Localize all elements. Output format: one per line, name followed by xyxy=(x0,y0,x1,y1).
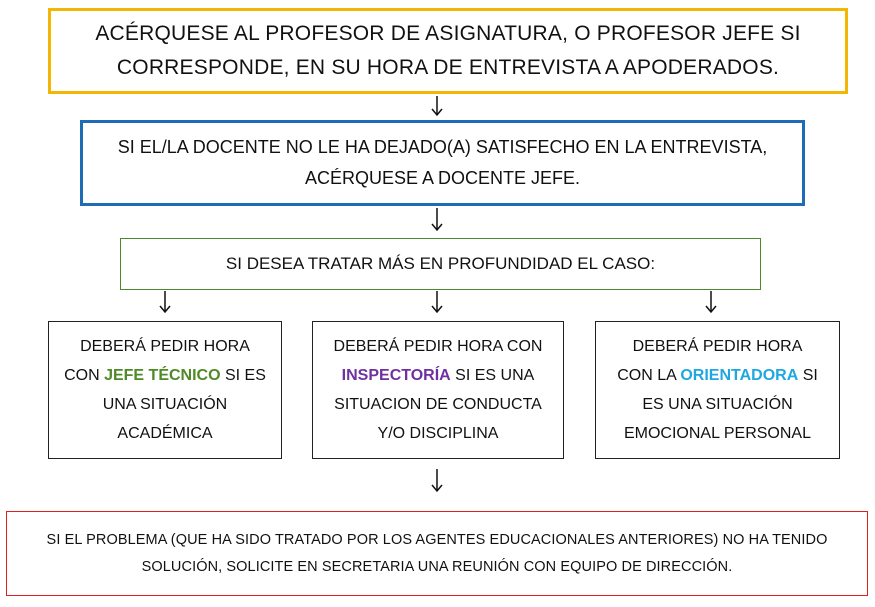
academic-prefix: CON xyxy=(64,367,105,384)
step-2-line-1: SI EL/LA DOCENTE NO LE HA DEJADO(A) SATISFECHO EN LA ENTREVISTA, xyxy=(117,137,768,157)
step-3-box xyxy=(120,238,761,290)
arrow-down-icon-6 xyxy=(432,469,442,491)
arrow-down-icon-3 xyxy=(160,291,170,312)
conduct-line-2 xyxy=(334,361,543,390)
emotional-line-2 xyxy=(617,361,818,390)
arrow-down-icon-4 xyxy=(432,291,442,312)
arrow-down-icon-5 xyxy=(706,291,716,312)
academic-line-2 xyxy=(64,361,266,390)
conduct-line-4: Y/O DISCIPLINA xyxy=(377,425,499,442)
arrow-down-icon-1 xyxy=(432,96,442,115)
conduct-suffix: SI ES UNA xyxy=(450,367,535,384)
emotional-line-1: DEBERÁ PEDIR HORA xyxy=(632,338,803,355)
emotional-suffix: SI xyxy=(798,367,818,384)
step-2-line-2: ACÉRQUESE A DOCENTE JEFE. xyxy=(304,168,581,188)
conduct-line-1: DEBERÁ PEDIR HORA CON xyxy=(333,338,543,355)
academic-line-1: DEBERÁ PEDIR HORA xyxy=(80,338,250,355)
academic-suffix: SI ES xyxy=(220,367,266,384)
academic-line-4: ACADÉMICA xyxy=(117,425,213,442)
conduct-option-box xyxy=(312,321,564,459)
final-line-1: SI EL PROBLEMA (QUE HA SIDO TRATADO POR LOS AGENTES EDUCACIONALES ANTERIORES) NO HA TENIDO xyxy=(46,531,828,548)
step-3-text: SI DESEA TRATAR MÁS EN PROFUNDIDAD EL CASO: xyxy=(225,254,656,273)
step-2-box xyxy=(80,120,805,206)
academic-line-3: UNA SITUACIÓN xyxy=(102,396,228,413)
conduct-line-3: SITUACION DE CONDUCTA xyxy=(334,396,542,413)
emotional-line-4: EMOCIONAL PERSONAL xyxy=(623,425,811,442)
jefe-tecnico-highlight: JEFE TÉCNICO xyxy=(104,367,221,384)
arrow-down-icon-2 xyxy=(432,208,442,230)
final-step-box xyxy=(6,511,868,596)
emotional-prefix: CON LA xyxy=(617,367,681,384)
orientadora-highlight: ORIENTADORA xyxy=(680,367,799,384)
inspectoria-highlight: INSPECTORÍA xyxy=(341,367,451,384)
step-1-box xyxy=(48,8,848,94)
step-1-line-2: CORRESPONDE, EN SU HORA DE ENTREVISTA A APODERADOS. xyxy=(116,56,780,79)
step-1-line-1: ACÉRQUESE AL PROFESOR DE ASIGNATURA, O PROFESOR JEFE SI xyxy=(95,22,801,45)
academic-option-box xyxy=(48,321,282,459)
emotional-line-3: ES UNA SITUACIÓN xyxy=(642,396,793,413)
final-line-2: SOLUCIÓN, SOLICITE EN SECRETARIA UNA REUNIÓN CON EQUIPO DE DIRECCIÓN. xyxy=(141,558,733,575)
emotional-option-box xyxy=(595,321,840,459)
